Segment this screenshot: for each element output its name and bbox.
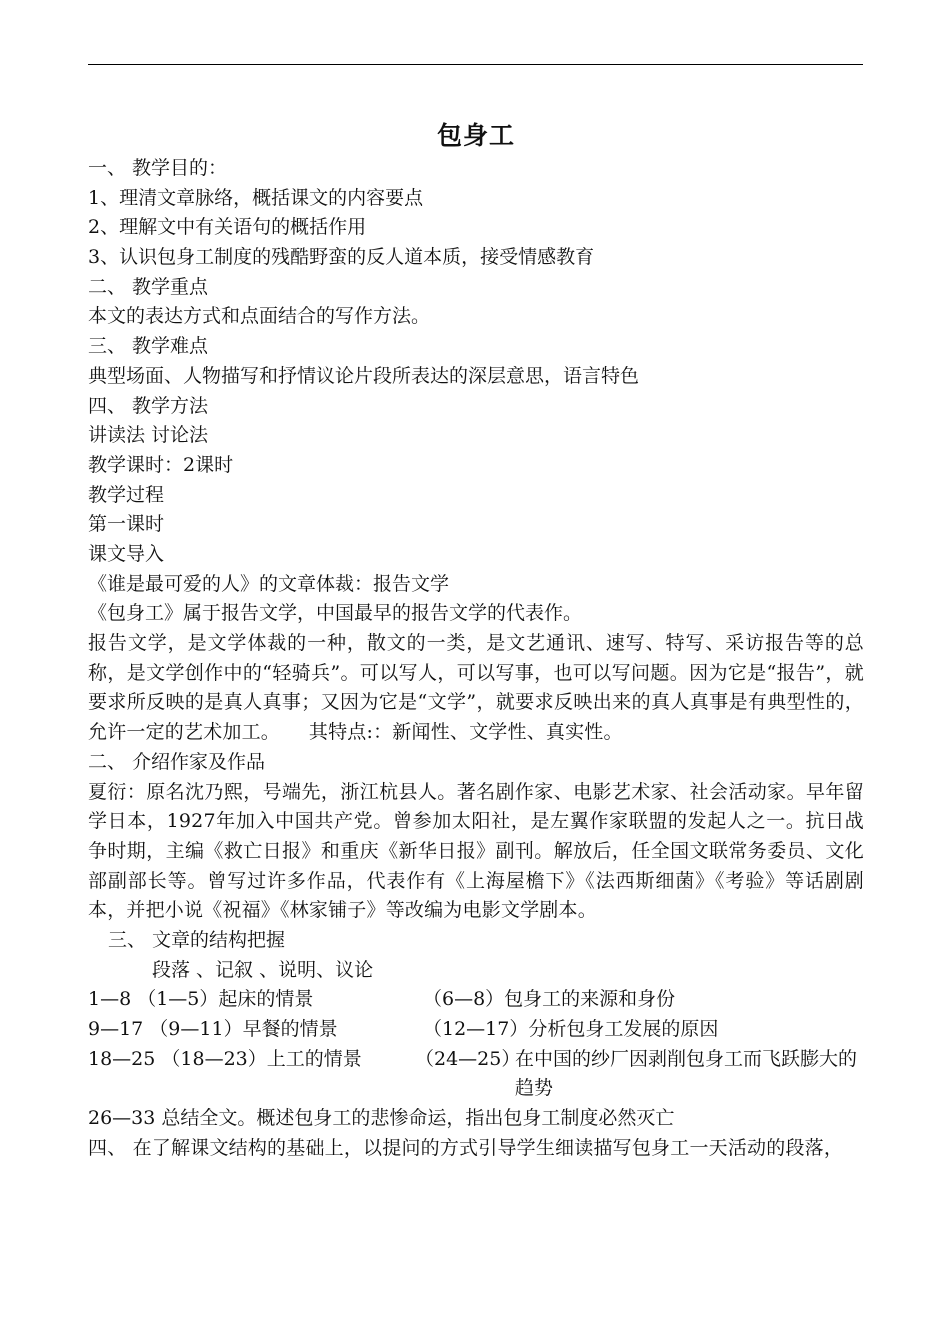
heading-first-lesson: 第一课时	[88, 513, 165, 536]
heading-process: 教学过程	[88, 483, 165, 506]
heading-objectives: 一、 教学目的：	[88, 157, 228, 179]
structure-row-left: 18—25 （18—23）上工的情景	[88, 1047, 362, 1070]
document-body	[88, 118, 864, 1164]
structure-row	[88, 1015, 864, 1045]
class-hours: 教学课时：2课时	[88, 453, 234, 476]
key-points-text: 本文的表达方式和点面结合的写作方法。	[88, 305, 431, 328]
section-four-paragraph: 四、 在了解课文结构的基础上，以提问的方式引导学生细读描写包身工一天活动的段落，	[88, 1136, 844, 1159]
structure-row-right: （12—17）分析包身工发展的原因	[423, 1018, 719, 1041]
structure-row-left: 1—8 （1—5）起床的情景	[88, 988, 314, 1011]
heading-author: 二、 介绍作家及作品	[88, 750, 266, 773]
heading-methods: 四、 教学方法	[88, 394, 209, 417]
author-paragraph: 夏衍：原名沈乃熙，号端先，浙江杭县人。著名剧作家、电影艺术家、社会活动家。早年留学日本，1927年加入中国共产党。曾参加太阳社，是左翼作家联盟的发起人之一。抗日战争时期，主编《救亡日报》和重庆《新华日报》副刊。解放后，任全国文联常务委员、文化部副部长等。曾写过许多作品，代表作有《上海屋檐下》《法西斯细菌》《考验》等话剧剧本，并把小说《祝福》《林家铺子》等改编为电影文学剧本。	[88, 780, 864, 922]
heading-difficulties: 三、 教学难点	[88, 335, 209, 358]
structure-row	[88, 1045, 864, 1104]
heading-introduction: 课文导入	[88, 542, 165, 565]
structure-row-left: 9—17 （9—11）早餐的情景	[88, 1018, 338, 1041]
objective-1: 1、理清文章脉络，概括课文的内容要点	[88, 186, 424, 209]
structure-row-right-label: （24—25）	[415, 1047, 521, 1070]
reportage-paragraph: 报告文学，是文学体裁的一种，散文的一类，是文艺通讯、速写、特写、采访报告等的总称，是文学创作中的“轻骑兵”。可以写人，可以写事，也可以写问题。因为它是“报告”，就要求所反映的是真人真事；又因为它是“文学”，就要求反映出来的真人真事是有典型性的，允许一定的艺术加工。 其特点:：新闻性、文学性、真实性。	[88, 632, 864, 744]
structure-row	[88, 985, 864, 1015]
header-rule	[88, 64, 863, 65]
structure-types: 段落 、记叙 、说明、议论	[152, 958, 374, 981]
intro-reportage: 《包身工》属于报告文学，中国最早的报告文学的代表作。	[88, 602, 583, 625]
summary-line: 26—33 总结全文。概述包身工的悲惨命运，指出包身工制度必然灭亡	[88, 1107, 675, 1130]
objective-2: 2、理解文中有关语句的概括作用	[88, 216, 367, 239]
document-title: 包身工	[436, 121, 515, 150]
difficulties-text: 典型场面、人物描写和抒情议论片段所表达的深层意思，语言特色	[88, 364, 640, 387]
methods-text: 讲读法 讨论法	[88, 424, 209, 447]
heading-structure: 三、 文章的结构把握	[108, 929, 286, 952]
intro-genre: 《谁是最可爱的人》的文章体裁：报告文学	[88, 572, 450, 595]
heading-key-points: 二、 教学重点	[88, 275, 209, 298]
structure-row-right: （6—8）包身工的来源和身份	[423, 988, 676, 1011]
objective-3: 3、认识包身工制度的残酷野蛮的反人道本质，接受情感教育	[88, 246, 595, 269]
structure-row-right-text: 在中国的纱厂因剥削包身工而飞跃膨大的趋势	[515, 1047, 858, 1100]
